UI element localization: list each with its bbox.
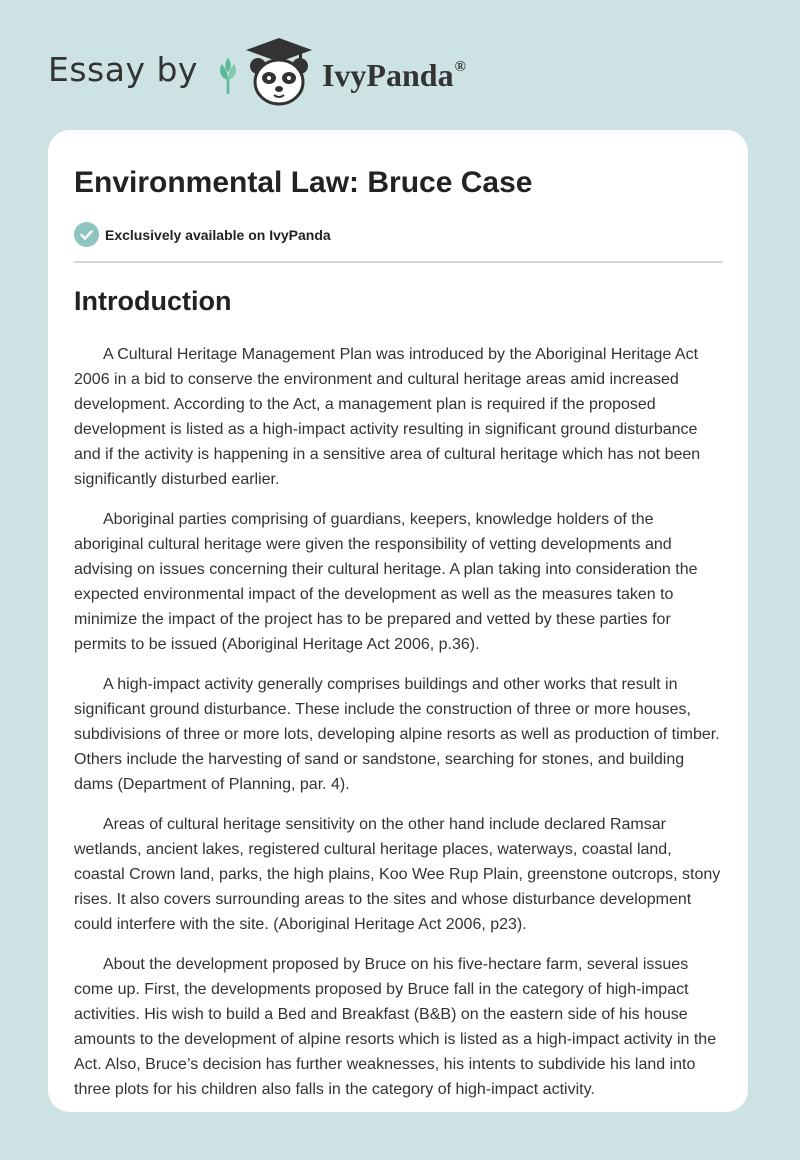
- paragraph: Areas of cultural heritage sensitivity on the other hand include declared Ramsar wetlands, ancient lakes, registered cultural heritage places, waterways, coastal land, coastal Crown land, parks, the high plains, Koo Wee Rup Plain, greenstone outcrops, stony rises. It also covers surrounding areas to the sites and whose disturbance development could interfere with the site. (Aboriginal Heritage Act 2006, p23).: [74, 816, 721, 933]
- check-icon: [74, 222, 99, 247]
- exclusive-label: Exclusively available on IvyPanda: [105, 226, 331, 243]
- paragraph: About the development proposed by Bruce on his five-hectare farm, several issues come up. First, the developments proposed by Bruce fall in the category of high-impact activities. His wish to build a Bed and Breakfast (B&B) on the eastern side of his house amounts to the development of alpine resorts which is listed as a high-impact activity in the Act. Also, Bruce’s decision has further weaknesses, his intents to subdivide his land into three plots for his children also falls in the category of high-impact activity.: [74, 956, 717, 1098]
- exclusive-badge: [74, 222, 331, 247]
- site-header: [48, 36, 466, 108]
- page-title: Environmental Law: Bruce Case: [74, 166, 533, 199]
- paragraph: A high-impact activity generally comprises buildings and other works that result in significant ground disturbance. These include the construction of three or more houses, subdivisions of three or more lots, developing alpine resorts as well as production of timber. Others include the harvesting of sand or sandstone, searching for stones, and building dams (Department of Planning, par. 4).: [74, 676, 720, 793]
- registered-mark: ®: [454, 58, 466, 75]
- divider: [74, 261, 723, 263]
- essay-by-label: Essay by: [48, 49, 198, 89]
- paragraph: A Cultural Heritage Management Plan was introduced by the Aboriginal Heritage Act 2006 in a bid to conserve the environment and cultural heritage areas amid increased development. According to the Act, a management plan is required if the proposed development is listed as a high-impact activity resulting in significant ground disturbance and if the activity is happening in a sensitive area of cultural heritage which has not been significantly disturbed earlier.: [74, 346, 701, 488]
- paragraph: Aboriginal parties comprising of guardians, keepers, knowledge holders of the aboriginal cultural heritage were given the responsibility of vetting developments and advising on issues concerning their cultural heritage. A plan taking into consideration the expected environmental impact of the development as well as the measures taken to minimize the impact of the project has to be prepared and vetted by these parties for permits to be issued (Aboriginal Heritage Act 2006, p.36).: [74, 511, 698, 653]
- article-body: [74, 342, 726, 1112]
- brand-name: [322, 57, 466, 94]
- article-card: [48, 130, 748, 1112]
- panda-logo-icon: [244, 36, 314, 108]
- section-heading: Introduction: [74, 286, 232, 316]
- brand-label: IvyPanda: [321, 56, 454, 93]
- leaf-icon: [216, 58, 240, 94]
